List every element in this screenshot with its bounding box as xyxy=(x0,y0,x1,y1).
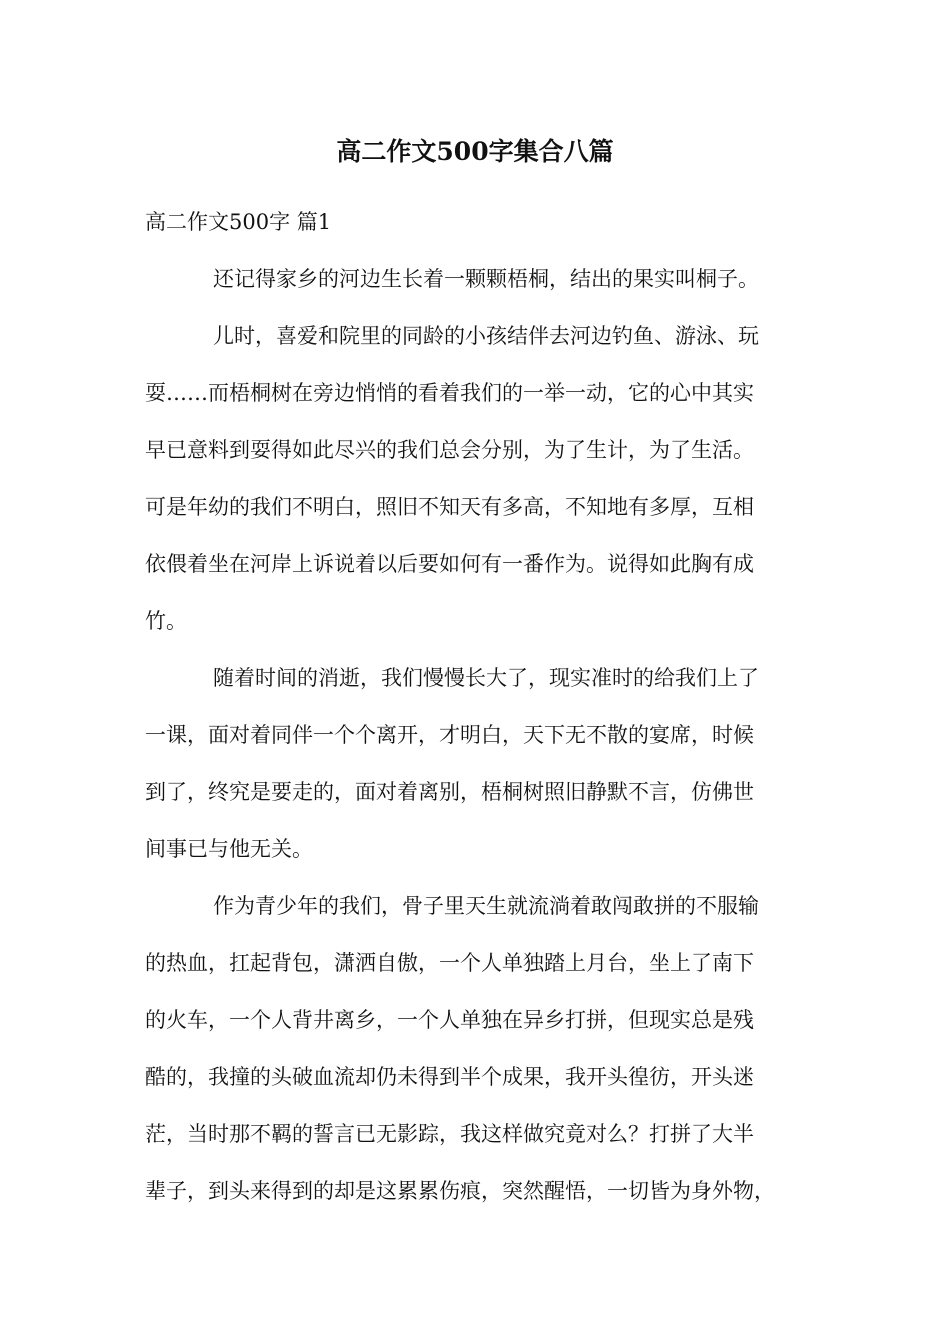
paragraph-line: 到了，终究是要走的，面对着离别，梧桐树照旧静默不言，仿佛世 xyxy=(145,780,754,804)
paragraph-line: 一课，面对着同伴一个个离开，才明白，天下无不散的宴席，时候 xyxy=(145,723,754,747)
paragraph-line: 竹。 xyxy=(145,609,187,633)
paragraph-line: 茫，当时那不羁的誓言已无影踪，我这样做究竟对么？打拼了大半 xyxy=(145,1122,754,1146)
paragraph-line: 早已意料到耍得如此尽兴的我们总会分别，为了生计，为了生活。 xyxy=(145,438,754,462)
paragraph-line: 耍……而梧桐树在旁边悄悄的看着我们的一举一动，它的心中其实 xyxy=(145,381,754,405)
paragraph-line: 儿时，喜爱和院里的同龄的小孩结伴去河边钓鱼、游泳、玩 xyxy=(213,324,759,348)
paragraph-line: 的火车，一个人背井离乡，一个人单独在异乡打拼，但现实总是残 xyxy=(145,1008,754,1032)
paragraph-line: 可是年幼的我们不明白，照旧不知天有多高，不知地有多厚，互相 xyxy=(145,495,754,519)
section-heading: 高二作文500字 篇1 xyxy=(145,210,332,234)
paragraph-line: 辈子，到头来得到的却是这累累伤痕，突然醒悟，一切皆为身外物， xyxy=(145,1179,775,1203)
paragraph-line: 依偎着坐在河岸上诉说着以后要如何有一番作为。说得如此胸有成 xyxy=(145,552,754,576)
paragraph-line: 作为青少年的我们，骨子里天生就流淌着敢闯敢拼的不服输 xyxy=(213,894,759,918)
paragraph-line: 还记得家乡的河边生长着一颗颗梧桐，结出的果实叫桐子。 xyxy=(213,267,759,291)
document-title: 高二作文500字集合八篇 xyxy=(336,137,614,166)
paragraph-line: 的热血，扛起背包，潇洒自傲，一个人单独踏上月台，坐上了南下 xyxy=(145,951,754,975)
paragraph-line: 酷的，我撞的头破血流却仍未得到半个成果，我开头徨彷，开头迷 xyxy=(145,1065,754,1089)
paragraph-line: 间事已与他无关。 xyxy=(145,837,313,861)
paragraph-line: 随着时间的消逝，我们慢慢长大了，现实准时的给我们上了 xyxy=(213,666,759,690)
